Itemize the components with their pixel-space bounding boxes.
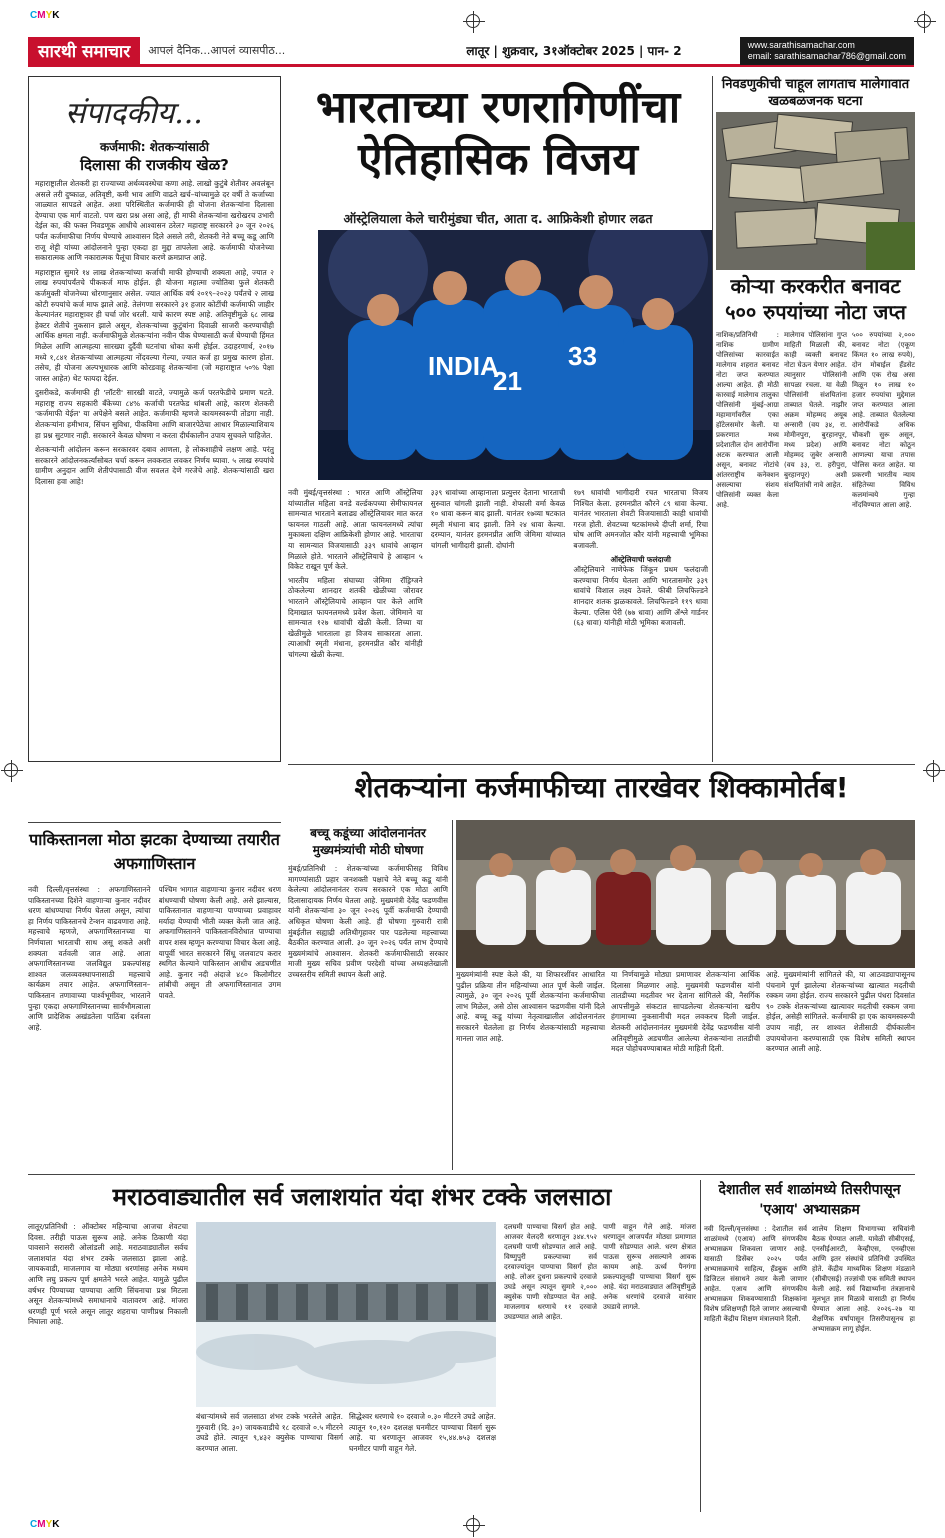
- reservoir-body: [504, 1222, 696, 1512]
- afghanistan-body: [28, 885, 281, 1169]
- cricket-team-celebration-image: [318, 230, 713, 480]
- counterfeit-photo: [716, 112, 915, 270]
- editorial-paragraph: शेतकऱ्यांनी आंदोलन करून सरकारवर दबाव आणला, हे लोकशाहीचे लक्षण आहे. परंतु सरकारने आंदोलनकर्त्यांसोबत चर्चा करून लवकरात लवकर निर्णय घ्यावा. ५ लाख रुपयांचे ग्रामीण अनुदान आणि शेतीपंपासाठी वीज सवलत देणे गरजेचे आहे. शेतकऱ्यांसाठी खरा दिलासा हवा आहे!: [35, 445, 274, 487]
- editorial-paragraph: दुसरीकडे, कर्जमाफी ही 'लॉटरी' सारखी वाटते, ज्यामुळे कर्ज परतफेडीचे प्रमाण घटते. महाराष्ट्र राज्य सहकारी बँकेच्या ८४% कर्जाची परतफेड थांबली आहे, कारण शेतकरी 'कर्जमाफी येईल' या अपेक्षेने बसले आहेत. कर्जमाफी म्हणजे कायमस्वरूपी तोडगा नाही. शेतकऱ्यांना हमीभाव, सिंचन सुविधा, पीकविमा आणि बाजारपेठेचा आधार मिळाल्याशिवाय हा प्रश्न सुटणार नाही. सरकारने केवळ घोषणा न करता दीर्घकालीन उपाय सुचवले पाहिजेत.: [35, 388, 274, 440]
- divider: [712, 76, 713, 762]
- divider: [288, 764, 915, 765]
- editorial-paragraph: महाराष्ट्रातील शेतकरी हा राज्याच्या अर्थव्यवस्थेचा कणा आहे. लाखो कुटुंबे शेतीवर अवलंबून असले तरी दुष्काळ, अतिवृष्टी, कमी भाव आणि वाढते खर्च–यांच्यामुळे दर वर्षी ते कर्जाच्या जाळ्यात सापडले आहेत. अशा परिस्थितीत कर्जमाफी ही योजना शेतकऱ्यांना दिलासा देण्याचा एक मार्ग वाटतो. पण खरा प्रश्न असा आहे, ही माफी शेतकऱ्यांना खरोखरच उभारी देईल का, की फक्त निवडणूक आधीचे आश्वासन ठरेल? महाराष्ट्र सरकारने ३० जून २०२६ पर्यंत कर्जमाफीचा निर्णय घेण्याचे आश्वासन दिले असले तरी, शेतकरी नेते बच्चू कडू आणि राजू शेट्टी यांच्या आंदोलनाने पुन्हा एकदा हा मुद्दा तापलेला आहे. कर्जमाफी योजनेच्या सकारात्मक आणि नकारात्मक पैलूंचा विचार करणे क्रमप्राप्त आहे.: [35, 179, 274, 263]
- registration-mark-bottom: [466, 1518, 480, 1532]
- tagline: आपलं दैनिक...आपलं व्यासपीठ...: [148, 44, 286, 57]
- farm-loan-column: आहे. मुख्यमंत्र्यांनी सांगितले की, या आठवड्यापासूनच पंचनामे पूर्ण झालेल्या शेतकऱ्यांच्या खात्यात मदतीची रक्कम जमा होईल. राज्य सरकारने पुढील पंधरा दिवसांत ९० टक्के शेतकऱ्यांच्या खात्यावर मदतीची रक्कम जमा होईल, असेही सांगितले. कर्जमाफी हा एक कायमस्वरूपी उपाय नाही, तर शाश्वत शेतीसाठी दीर्घकालीन उपाययोजना करण्यासाठी एक विशेष समिती स्थापन करण्यात आली आहे.: [766, 970, 915, 1054]
- meeting-photo-image: [456, 820, 915, 968]
- ai-column: शालेय शिक्षण विभागाच्या सचिवांनी बैठक घेण्यात आली. यावेळी सीबीएसई, एनसीईआरटी, केव्हीएस, एनव्हीएस आणि इतर संस्थांचे प्रतिनिधी उपस्थित होते. केंद्रीय माध्यमिक शिक्षण मंडळाने (सीबीएसई) तज्ज्ञांची एक समिती स्थापन केली आहे. सर्व विद्यार्थ्यांना तंत्रज्ञानाचे मूलभूत ज्ञान मिळावे यासाठी हा निर्णय घेण्यात आला आहे. २०२६–२७ या शैक्षणिक वर्षापासून तिसरीपासूनच हा अभ्यासक्रम लागू होईल.: [812, 1225, 915, 1333]
- ai-curriculum-story: [704, 1180, 915, 1512]
- divider: [700, 1180, 701, 1512]
- reservoir-photo: [196, 1222, 496, 1407]
- farm-loan-photo: [456, 820, 915, 968]
- lead-story-body: [288, 488, 708, 760]
- registration-mark-top: [466, 14, 480, 28]
- cmyk-mark-bottom: CMYK: [30, 1519, 60, 1530]
- website-link[interactable]: www.sarathisamachar.com: [747, 39, 855, 50]
- afghanistan-column: पश्चिम भागात वाहणाऱ्या कुनार नदीवर धरण बांधण्याची घोषणा केली आहे. असे झाल्यास, पाकिस्तानात वाहणाऱ्या पाण्याच्या प्रवाहावर मर्यादा येण्याची भीती व्यक्त केली जात आहे. अफगाणिस्तानने पाकिस्तानविरोधात पाण्याचा वापर शस्त्र म्हणून करण्याचा विचार केला आहे. यापूर्वी भारत सरकारने सिंधू जलवाटप करार स्थगित केल्याने पाकिस्तान आधीच अडचणीत आहे. कुनार नदी अंदाजे ४८० किलोमीटर लांबीची असून ती अफगाणिस्तानात उगम पावते.: [158, 885, 281, 1000]
- svg-text:33: 33: [568, 341, 597, 371]
- registration-mark-top-right: [917, 14, 931, 28]
- farm-loan-subheadline: बच्चू कडूंच्या आंदोलनानंतर मुख्यमंत्र्यांची मोठी घोषणा: [310, 826, 426, 857]
- reservoir-lead-column: लातूर/प्रतिनिधी : ऑक्टोबर महिन्याचा आजचा शेवटचा दिवस. तरीही पाऊस सुरूच आहे. अनेक ठिकाणी यंदा पावसाने सरासरी ओलांडली आहे. मराठवाड्यातील सर्वच जलाशयांत यंदा शंभर टक्के जलसाठा झाला आहे. जायकवाडी, माजलगाव या मोठ्या धरणांसह अनेक मध्यम आणि लघु प्रकल्प पूर्ण क्षमतेने भरले आहेत. यामुळे पुढील वर्षभर पिण्याच्या पाण्याचा आणि सिंचनाचा प्रश्न मिटला असून शेतकऱ्यांमध्ये समाधानाचे वातावरण आहे. मांजरा धरणही पूर्ण भरले असून लातूर शहराचा पाणीप्रश्न निकाली निघाला आहे.: [28, 1222, 188, 1327]
- lead-column: [573, 488, 708, 760]
- lead-photo: [318, 230, 713, 480]
- reservoir-column: पाणी वाहून गेले आहे. मांजरा धरणातून आजपर्यंत मोठ्या प्रमाणात पाणी सोडण्यात आले. धरण क्षेत्रात पाऊस सुरूच असल्याने आवक कायम आहे. ऊर्ध्व पैनगंगा प्रकल्पातूनही पाण्याचा विसर्ग सुरू आहे. यंदा मराठवाड्यात अतिवृष्टीमुळे अनेक धरणांचे दरवाजे वारंवार उघडावे लागले.: [603, 1223, 696, 1311]
- divider: [28, 822, 281, 823]
- registration-mark-right: [926, 763, 940, 777]
- farm-loan-column: या निर्णयामुळे मोठ्या प्रमाणावर शेतकऱ्यांना आर्थिक दिलासा मिळणार आहे. मुख्यमंत्री फडणवीस यांनी तातडीच्या मदतीवर भर देताना सांगितले की, नैसर्गिक आपत्तीमुळे संकटात सापडलेल्या शेतकऱ्यांना खरीप हंगामाच्या नुकसानीची मदत लवकरच दिली जाईल. शेतकरी आंदोलनानंतर मुख्यमंत्री देवेंद्र फडणवीस यांनी अतिवृष्टीमुळे अडचणीत आलेल्या शेतकऱ्यांना तातडीची मदत पोहोचवण्याबाबत मोठी माहिती दिली.: [611, 970, 760, 1054]
- farm-loan-headline: शेतकऱ्यांना कर्जमाफीच्या तारखेवर शिक्कामोर्तब!: [354, 771, 849, 804]
- counterfeit-column: ५०० रुपयांच्या २,००० बनावट नोटा (एकूण किंमत १० लाख रुपये), दोन मोबाईल हँडसेट आणि एक रोख असा मिळून १० लाख १० हजार रुपयांचा मुद्देमाल जप्त करण्यात आला आहे. ताब्यात घेतलेल्या आरोपींकडे अधिक चौकशी सुरू असून, बनावट नोटा कोठून आणल्या याचा तपास पोलिस करत आहेत. या प्रकरणी भारतीय न्याय संहितेच्या विविध कलमांन्वये गुन्हा नोंदविण्यात आला आहे.: [852, 331, 915, 509]
- email-link[interactable]: email: sarathisamachar786@gmail.com: [747, 50, 906, 61]
- ai-curriculum-headline: देशातील सर्व शाळांमध्ये तिसरीपासून 'एआय' अभ्यासक्रम: [718, 1182, 901, 1218]
- afghanistan-column: नवी दिल्ली/वृत्तसंस्था : अफगाणिस्तानने पाकिस्तानच्या दिशेने वाहणाऱ्या कुनार नदीवर धरण बांधण्याचा निर्णय घेतला असून, त्यांचा हा निर्णय पाकिस्तानचे टेन्शन वाढवणारा आहे. महत्त्वाचे म्हणजे, अफगाणिस्तानच्या या निर्णयाला भारताची साथ असू शकते अशी शक्यता वर्तवली जात आहे. आता अफगाणिस्तानच्या जलविद्युत प्रकल्पांसह शाश्वत जलव्यवस्थापनासाठी महत्त्वाचे कार्यक्रम तयार आहेत. अफगाणिस्तान–पाकिस्तान तणावाच्या पार्श्वभूमीवर, भारताने पुन्हा एकदा अफगाणिस्तानच्या सार्वभौमत्वाला आणि प्रादेशिक अखंडतेला पाठिंबा दर्शवला आहे.: [28, 885, 151, 1032]
- editorial-label: संपादकीय...: [65, 96, 203, 131]
- lead-paragraph: १७९ धावांची भागीदारी रचत भारताचा विजय निश्चित केला. हरमनप्रीत कौरने ८९ धावा केल्या. यानंतर भारताला शेवटी विजयासाठी काही धावांची गरज होती. शेवटच्या षटकांमध्ये दीप्ती शर्मा, रिचा घोष आणि अमनजोत कौर यांनी महत्त्वाची भूमिका बजावली.: [573, 488, 709, 550]
- editorial: [28, 76, 281, 762]
- masthead: [28, 37, 914, 67]
- reservoir-column: बंधाऱ्यांमध्ये सर्व जलसाठा शंभर टक्के भरलेले आहेत. गुरुवारी (दि. ३०) जायकवाडीचे १८ दरवाजे ०.५ मीटरने उघडे होते. त्यातून ९,४३२ क्युसेक पाण्याचा विसर्ग करण्यात आला.: [196, 1412, 343, 1453]
- counterfeit-body: [716, 330, 915, 762]
- lead-paragraph: नवी मुंबई/वृत्तसंस्था : भारत आणि ऑस्ट्रेलिया यांच्यातील महिला वनडे वर्ल्डकपच्या सेमीफायनल सामन्यात भारताने बलाढ्य ऑस्ट्रेलियावर मात करत फायनल गाठली आहे. आता फायनलमध्ये त्यांचा मुकाबला दक्षिण आफ्रिकेशी होणार आहे. भारताचा या सामन्यात विजयासाठी ३३९ धावांचे आव्हान मिळाले होते. भारताने ऑस्ट्रेलियाचे हे आव्हान ५ विकेट राखून पूर्ण केले.: [288, 488, 423, 572]
- brand-name: सारथी समाचार: [28, 37, 140, 65]
- reservoir-photo-caption-body: [196, 1412, 496, 1512]
- cmyk-mark-top: CMYK: [30, 10, 60, 21]
- farm-loan-lead-column: मुंबई/प्रतिनिधी : शेतकऱ्यांच्या कर्जमाफीसह विविध मागण्यांसाठी प्रहार जनशक्ती पक्षाचे नेते बच्चू कडू यांनी केलेल्या आंदोलनानंतर राज्य सरकारने एक मोठा आणि दिलासादायक निर्णय घेतला आहे. मुख्यमंत्री देवेंद्र फडणवीस यांनी शेतकऱ्यांना ३० जून २०२६ पूर्वी कर्जमाफी देण्याची अधिकृत घोषणा केली आहे. ही घोषणा गुरुवारी रात्री मुंबईतील सह्याद्री अतिथीगृहावर पार पडलेल्या महत्त्वाच्या बैठकीत करण्यात आली. ३० जून २०२६ पर्यंत लाभ देण्याचे मुख्यमंत्र्यांचे आश्वासन. शेतकरी कर्जमाफीसाठी सरकार माजी मुख्य सचिव प्रवीण परदेशी यांच्या अध्यक्षतेखाली उच्चस्तरीय समिती स्थापन केली आहे.: [288, 864, 448, 979]
- reservoir-column: दलघमी पाण्याचा विसर्ग होत आहे. आजवर येलदरी धरणातून ३४४.९५२ दलघमी पाणी सोडण्यात आले आहे. विष्णुपुरी प्रकल्पाच्या सर्व दरवाज्यांतून पाण्याचा विसर्ग होत आहे. लोअर दुधना प्रकल्पाचे दरवाजे उघडे असून त्यातून सुमारे २,००० क्युसेक पाणी सोडण्यात येत आहे. माजलगाव धरणाचे ११ दरवाजे उघडण्यात आले आहेत.: [504, 1223, 597, 1321]
- contact-block: [740, 37, 914, 65]
- counterfeit-kicker: निवडणुकीची चाहूल लागताच मालेगावात खळबळजनक घटना: [721, 77, 910, 109]
- lead-paragraph: भारतीय महिला संघाच्या जेमिमा रॉड्रिग्जने ठोकलेल्या शानदार शतकी खेळीच्या जोरावर भारताने ऑस्ट्रेलियाचे आव्हान पार केले आणि दिमाखात फायनलमध्ये प्रवेश केला. जेमिमाने या सामन्यात १२७ धावांची खेळी केली. तिच्या या खेळीमुळे भारताला हा विजय साकारता आला. त्याआधी स्मृती मंधाना, हरमनप्रीत कौर यांनीही चांगल्या खेळी केल्या.: [288, 575, 423, 659]
- farm-loan-column: मुख्यमंत्र्यांनी स्पष्ट केले की, या शिफारशींवर आधारित पुढील प्रक्रिया तीन महिन्यांच्या आत पूर्ण केली जाईल. त्यामुळे, ३० जून २०२६ पूर्वी शेतकऱ्यांना कर्जमाफीचा लाभ मिळेल, असे ठोस आश्वासन फडणवीस यांनी दिले आहे. बच्चू कडू यांच्या नेतृत्वाखालील आंदोलनानंतर सरकारने घेतलेला हा निर्णय शेतकऱ्यांसाठी महत्त्वाचा मानला जात आहे.: [456, 970, 605, 1043]
- editorial-heading-line2: दिलासा की राजकीय खेळ?: [80, 156, 229, 174]
- lead-column: [431, 488, 566, 760]
- counterfeit-column: मालेगाव पोलिसांना गुप्त माहिती मिळाली की, काही व्यक्ती बनावट नोटा घेऊन येणार आहेत. त्यानुसार पोलिसांनी सापळा रचला. या वेळी पोलिसांनी संशयितांना ताब्यात घेतले. नाझीर अक्रम मोहम्मद अयूब अन्सारी (वय ३४, रा. मोमीनपुरा, बुरहानपूर, मध्य प्रदेश) आणि मोहम्मद जुबेर अन्सारी (वय ३३, रा. हरीपुरा, बुरहानपूर) अशी संशयितांची नावे आहेत.: [784, 331, 847, 489]
- counterfeit-headline: कोऱ्या करकरीत बनावट ५०० रुपयांच्या नोटा जप्त: [725, 274, 906, 324]
- lead-headline: भारताच्या रणरागिणींचा ऐतिहासिक विजय: [315, 82, 681, 185]
- dateline: लातूर | शुक्रवार, 3१ऑक्टोबर 2025 | पान- 2: [466, 44, 682, 58]
- lead-subsection-heading: ऑस्ट्रेलियाची फलंदाजी: [610, 554, 671, 564]
- divider: [452, 820, 453, 1170]
- afghanistan-headline: पाकिस्तानला मोठा झटका देण्याच्या तयारीत अफगाणिस्तान: [29, 830, 280, 873]
- reservoir-headline: मराठवाड्यातील सर्व जलाशयांत यंदा शंभर टक्के जलसाठा: [112, 1183, 612, 1211]
- ai-curriculum-body: [704, 1224, 915, 1509]
- reservoir-column: सिद्धेश्वर धरणाचे १० दरवाजे ०.३० मीटरने उघडे आहेत. त्यातून १०,१२० दशलक्ष घनमीटर पाण्याचा विसर्ग सुरू आहे. या धरणातून आजवर १५,४४.७५३ दशलक्ष घनमीटर पाणी वाहून गेले.: [349, 1412, 496, 1453]
- editorial-paragraph: महाराष्ट्रात सुमारे १४ लाख शेतकऱ्यांच्या कर्जाची माफी होण्याची शक्यता आहे, ज्यात २ लाख रुपयांपर्यंतचे पीककर्ज माफ होईल. ही योजना महात्मा ज्योतिबा फुले शेतकरी कर्जमुक्ती योजनेच्या धोरणानुसार असेल. ज्यात आर्थिक वर्ष २०१९–२०२३ पर्यंतचे २ लाख कोटी रुपयांचे कर्ज माफ झाले आहे. तेलंगणा सरकारने ३१ हजार कोटींची कर्जमाफी जाहीर केल्यानंतर महाराष्ट्रावर ही चर्चा जोर धरली. याचे कारण स्पष्ट आहे. अतिवृष्टीमुळे ६८ लाख हेक्टर शेतीचे नुकसान झाले असून, शेतकऱ्यांच्या कुटुंबांना दिवाळी साजरी करण्याचीही आर्थिक क्षमता नाही. कर्जमाफीमुळे शेतकऱ्यांना नवीन पीक घेण्यासाठी कर्ज घेण्याची हिंमत मिळेल आणि आत्महत्या सारख्या दुर्दैवी घटनांचा धोका कमी होईल. उदाहरणार्थ, २०१७ मध्ये १,८४१ शेतकऱ्यांच्या आत्महत्या नोंदवल्या गेल्या, ज्यात कर्ज हा प्रमुख कारण होता. तसेच, ही योजना अल्पभूधारक आणि कोरडवाहू शेतकऱ्यांना (जो महाराष्ट्रात ५०% पेक्षा जास्त आहेत) थेट फायदा देईल.: [35, 267, 274, 383]
- lead-column: [288, 488, 423, 760]
- divider: [28, 1174, 915, 1175]
- editorial-heading-line1: कर्जमाफी: शेतकऱ्यांसाठी: [99, 140, 210, 154]
- currency-notes-image: [716, 112, 915, 270]
- svg-text:21: 21: [493, 366, 522, 396]
- lead-subheadline: ऑस्ट्रेलियाला केले चारीमुंड्या चीत, आता द. आफ्रिकेशी होणार लढत: [343, 211, 653, 226]
- farm-loan-body: [456, 970, 915, 1169]
- lead-paragraph: ऑस्ट्रेलियाने नाणेफेक जिंकून प्रथम फलंदाजी करण्याचा निर्णय घेतला आणि भारतासमोर ३३९ धावांचे विशाल लक्ष्य ठेवले. फीबी लिचफिल्डने शानदार शतक झळकावले. लिचफिल्डने ११९ धावा केल्या. एलिस पेरी (७७ धावा) आणि ॲश्ले गार्डनर (६३ धावा) यांनीही मोठी भूमिका बजावली.: [573, 565, 709, 628]
- counterfeit-column: नाशिक/प्रतिनिधी : नाशिक ग्रामीण पोलिसांच्या कारवाईत मालेगाव शहरात बनावट नोटा जप्त करण्यात आल्या आहेत. ही मोठी कारवाई मालेगाव तालुका पोलिसांनी मुंबई-आग्रा महामार्गावरील एका हॉटेलसमोर केली. या प्रकरणात मध्य प्रदेशातील दोन आरोपींना अटक करण्यात आली असून, बनावट नोटांचे आंतरराष्ट्रीय कनेक्शन असल्याचा संशय पोलिसांनी व्यक्त केला आहे.: [716, 331, 779, 509]
- ai-column: नवी दिल्ली/वृत्तसंस्था : देशातील सर्व शाळांमध्ये (एआय) आणि संगणकीय अभ्यासक्रम शिकवला जाणार आहे. यासाठी डिसेंबर २०२५ पर्यंत अभ्यासक्रमाचे साहित्य, हँडबुक आणि डिजिटल संसाधने तयार केली जाणार आहेत. एआय आणि संगणकीय अभ्यासक्रम शिकवण्यासाठी शिक्षकांना विशेष प्रशिक्षणही दिले जाणार असल्याची माहिती केंद्रीय शिक्षण मंत्रालयाने दिली.: [704, 1225, 807, 1323]
- dam-spillway-image: [196, 1222, 496, 1407]
- registration-mark-left: [4, 763, 18, 777]
- lead-paragraph: ३३९ धावांच्या आव्हानाला प्रत्युत्तर देताना भारताची सुरुवात चांगली झाली नाही. शेफाली वर्मा केवळ १० धावा करून बाद झाली. यानंतर १७व्या षटकात स्मृती मंधाना बाद झाली. तिने २४ धावा केल्या. दरम्यान, यानंतर हरमनप्रीत आणि जेमिमा यांच्यात चांगली भागीदारी झाली. दोघांनी: [430, 488, 566, 550]
- svg-text:INDIA: INDIA: [428, 351, 499, 381]
